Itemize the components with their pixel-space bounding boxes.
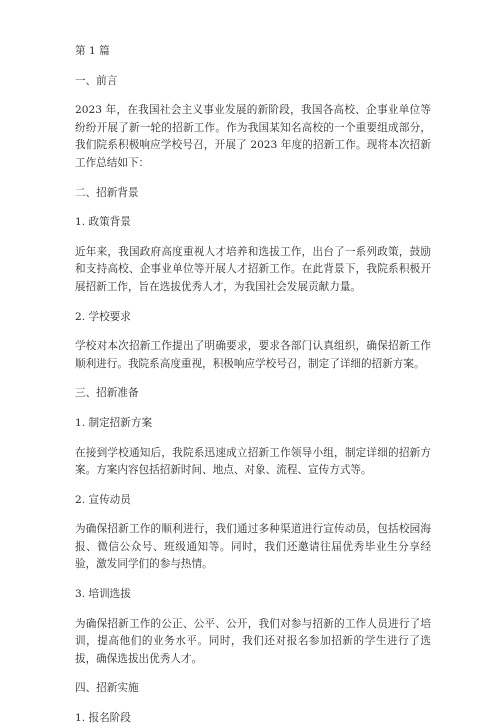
paragraph: 为确保招新工作的公正、公平、公开，我们对参与招新的工作人员进行了培训，提高他们的业务水平。同时，我们还对报名参加招新的学生进行了选拔，确保选拔出优秀人才。 (75, 617, 431, 665)
part-label: 第 1 篇 (75, 45, 110, 57)
section-heading: 1. 制定招新方案 (75, 416, 153, 429)
section-heading: 二、招新背景 (75, 186, 139, 199)
document-body (75, 73, 431, 728)
paragraph: 近年来，我国政府高度重视人才培养和选拔工作，出台了一系列政策，鼓励和支持高校、企事业单位等开展人才招新工作。在此背景下，我院系积极开展招新工作，旨在选拔优秀人才，为我国社会发展贡献力量。 (75, 245, 431, 293)
paragraph: 在接到学校通知后，我院系迅速成立招新工作领导小组，制定详细的招新方案。方案内容包括招新时间、地点、对象、流程、宣传方式等。 (75, 446, 431, 477)
section-heading: 1. 报名阶段 (75, 712, 131, 725)
section-heading: 3. 培训选拔 (75, 588, 131, 601)
section-heading: 1. 政策背景 (75, 216, 131, 229)
paragraph: 学校对本次招新工作提出了明确要求，要求各部门认真组织，确保招新工作顺利进行。我院系高度重视，积极响应学校号召，制定了详细的招新方案。 (75, 340, 431, 370)
paragraph: 2023 年，在我国社会主义事业发展的新阶段，我国各高校、企事业单位等纷纷开展了新一轮的招新工作。作为我国某知名高校的一个重要组成部分，我们院系积极响应学校号召，开展了 2023 年度的招新工作。现将本次招新工作总结如下： (75, 104, 431, 169)
section-heading: 2. 宣传动员 (75, 493, 131, 506)
section-heading: 一、前言 (75, 74, 118, 87)
section-heading: 2. 学校要求 (75, 310, 131, 323)
section-heading: 四、招新实施 (75, 682, 139, 695)
paragraph: 为确保招新工作的顺利进行，我们通过多种渠道进行宣传动员，包括校园海报、微信公众号、班级通知等。同时，我们还邀请往届优秀毕业生分享经验，激发同学们的参与热情。 (75, 523, 431, 571)
section-heading: 三、招新准备 (75, 387, 139, 400)
